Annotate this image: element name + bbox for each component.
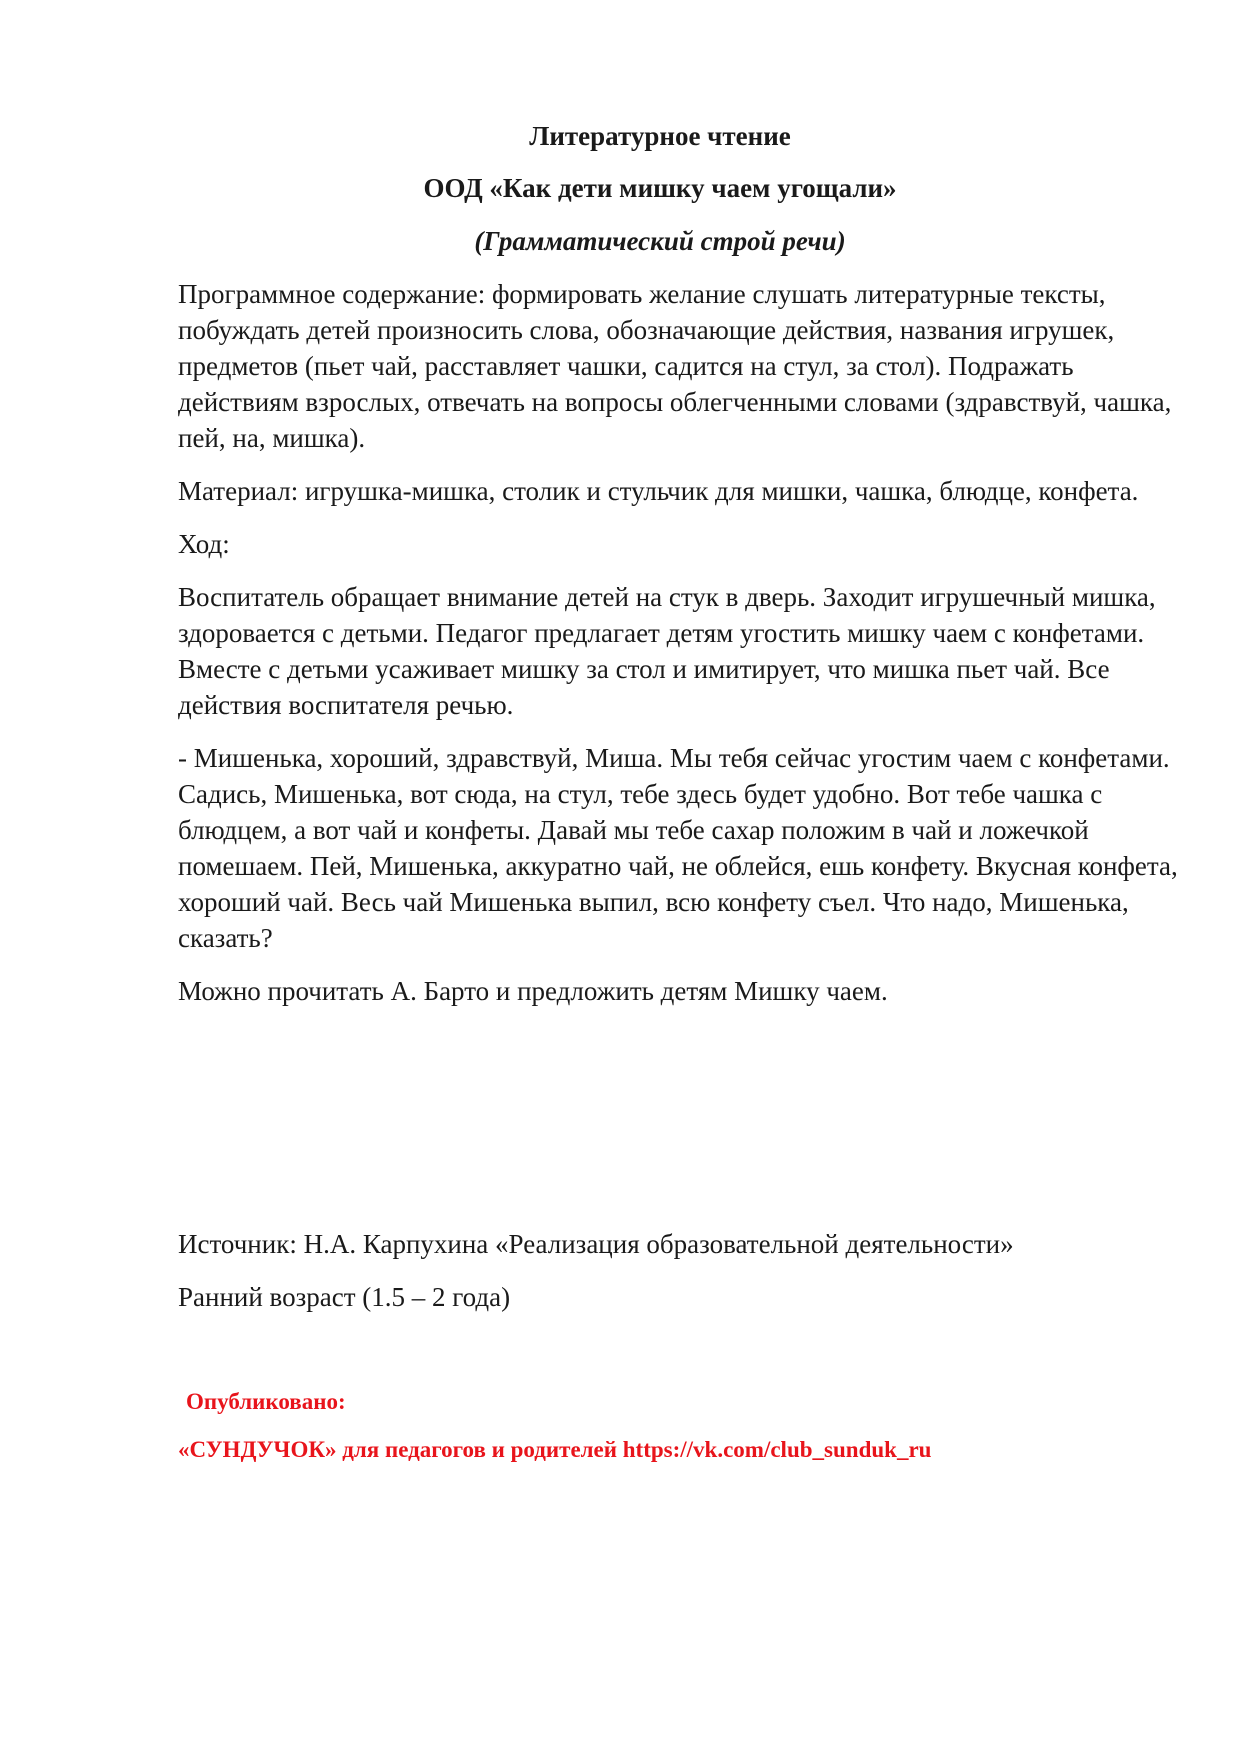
publication-label: Опубликовано: — [186, 1389, 346, 1414]
publication-block — [178, 1387, 1178, 1465]
lesson-content — [178, 276, 1178, 1026]
publication-link-line[interactable]: «СУНДУЧОК» для педагогов и родителей https://vk.com/club_sunduk_ru — [178, 1437, 932, 1462]
course-paragraph-1: Воспитатель обращает внимание детей на стук в дверь. Заходит игрушечный мишка, здоровается с детьми. Педагог предлагает детям угостить мишку чаем с конфетами. Вместе с детьми усаживает мишку за стол и имитирует, что мишка пьет чай. Все действия воспитателя речью. — [178, 582, 1156, 720]
course-paragraph-2: - Мишенька, хороший, здравствуй, Миша. Мы тебя сейчас угостим чаем с конфетами. Садись, Мишенька, вот сюда, на стул, тебе здесь будет удобно. Вот тебе чашка с блюдцем, а вот чай и конфеты. Давай мы тебе сахар положим в чай и ложечкой помешаем. Пей, Мишенька, аккуратно чай, не облейся, ешь конфету. Вкусная конфета, хороший чай. Весь чай Мишенька выпил, всю конфету съел. Что надо, Мишенька, сказать? — [178, 743, 1178, 953]
source-line: Источник: Н.А. Карпухина «Реализация образовательной деятельности» — [178, 1229, 1014, 1259]
program-content-paragraph: Программное содержание: формировать желание слушать литературные тексты, побуждать детей произносить слова, обозначающие действия, названия игрушек, предметов (пьет чай, расставляет чашки, садится на стул, за стол). Подражать действиям взрослых, отвечать на вопросы облегченными словами (здравствуй, чашка, пей, на, мишка). — [178, 279, 1172, 453]
course-label: Ход: — [178, 529, 230, 559]
lesson-subtitle: (Грамматический строй речи) — [474, 226, 846, 256]
source-block — [178, 1226, 1178, 1332]
age-line: Ранний возраст (1.5 – 2 года) — [178, 1282, 511, 1312]
course-paragraph-3: Можно прочитать А. Барто и предложить детям Мишку чаем. — [178, 976, 888, 1006]
material-paragraph: Материал: игрушка-мишка, столик и стульчик для мишки, чашка, блюдце, конфета. — [178, 476, 1139, 506]
lesson-title: ООД «Как дети мишку чаем угощали» — [423, 173, 897, 203]
subject-heading: Литературное чтение — [529, 121, 791, 151]
